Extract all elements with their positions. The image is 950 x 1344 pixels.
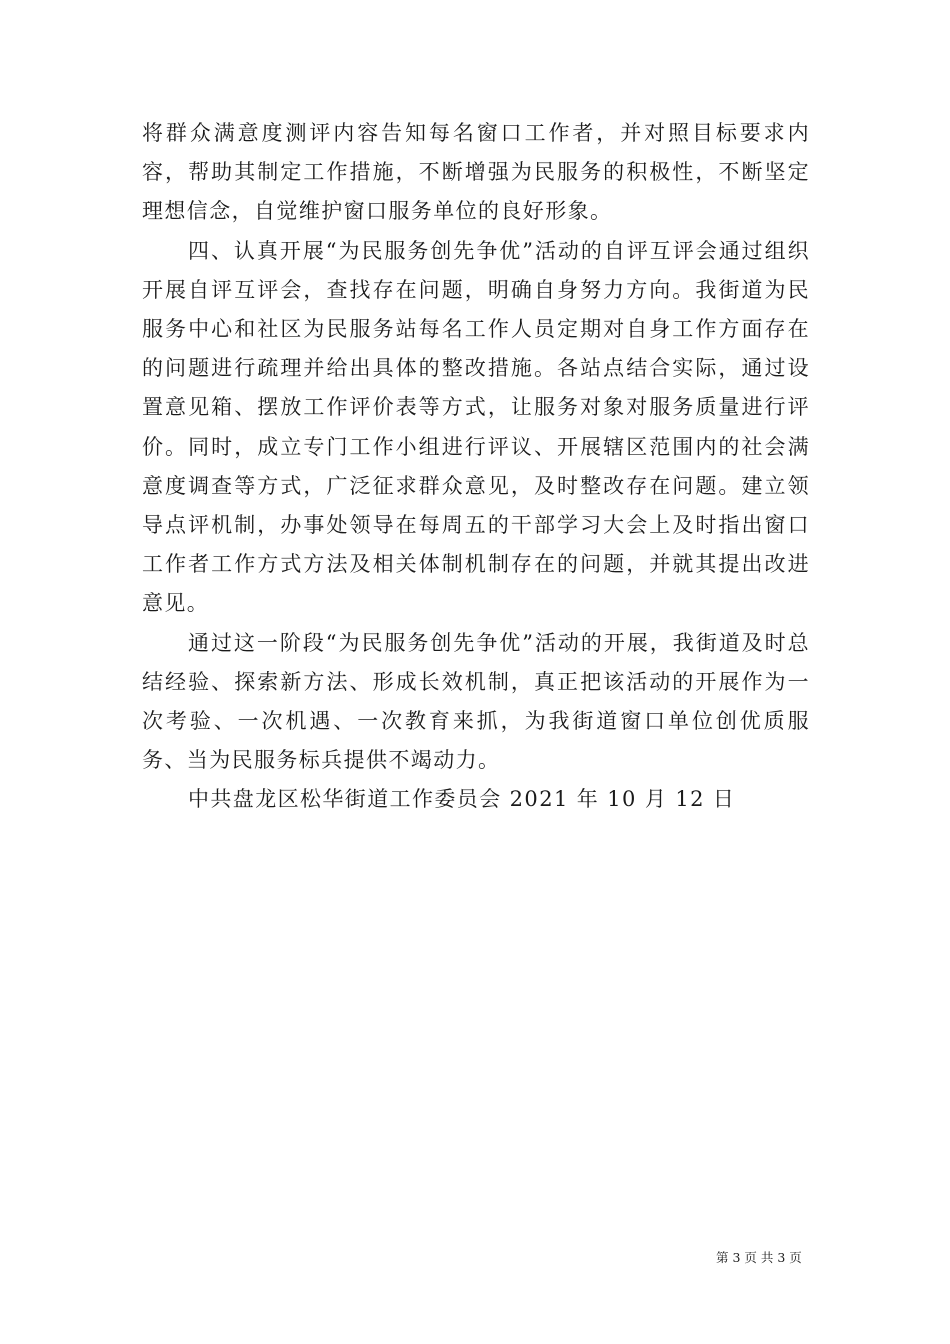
- document-body: [142, 114, 810, 820]
- paragraph-section-four: 四、认真开展“为民服务创先争优”活动的自评互评会通过组织开展自评互评会，查找存在问题，明确自身努力方向。我街道为民服务中心和社区为民服务站每名工作人员定期对自身工作方面存在的问题进行疏理并给出具体的整改措施。各站点结合实际，通过设置意见箱、摆放工作评价表等方式，让服务对象对服务质量进行评价。同时，成立专门工作小组进行评议、开展辖区范围内的社会满意度调查等方式，广泛征求群众意见，及时整改存在问题。建立领导点评机制，办事处领导在每周五的干部学习大会上及时指出窗口工作者工作方式方法及相关体制机制存在的问题，并就其提出改进意见。: [142, 238, 810, 616]
- paragraph-conclusion: 通过这一阶段“为民服务创先争优”活动的开展，我街道及时总结经验、探索新方法、形成长效机制，真正把该活动的开展作为一次考验、一次机遇、一次教育来抓，为我街道窗口单位创优质服务、当为民服务标兵提供不竭动力。: [142, 630, 810, 773]
- signature-date-line: 中共盘龙区松华街道工作委员会 2021 年 10 月 12 日: [188, 787, 736, 812]
- page-number: 第 3 页 共 3 页: [716, 1250, 802, 1265]
- paragraph-continuation: 将群众满意度测评内容告知每名窗口工作者，并对照目标要求内容，帮助其制定工作措施，不断增强为民服务的积极性，不断坚定理想信念，自觉维护窗口服务单位的良好形象。: [142, 121, 810, 224]
